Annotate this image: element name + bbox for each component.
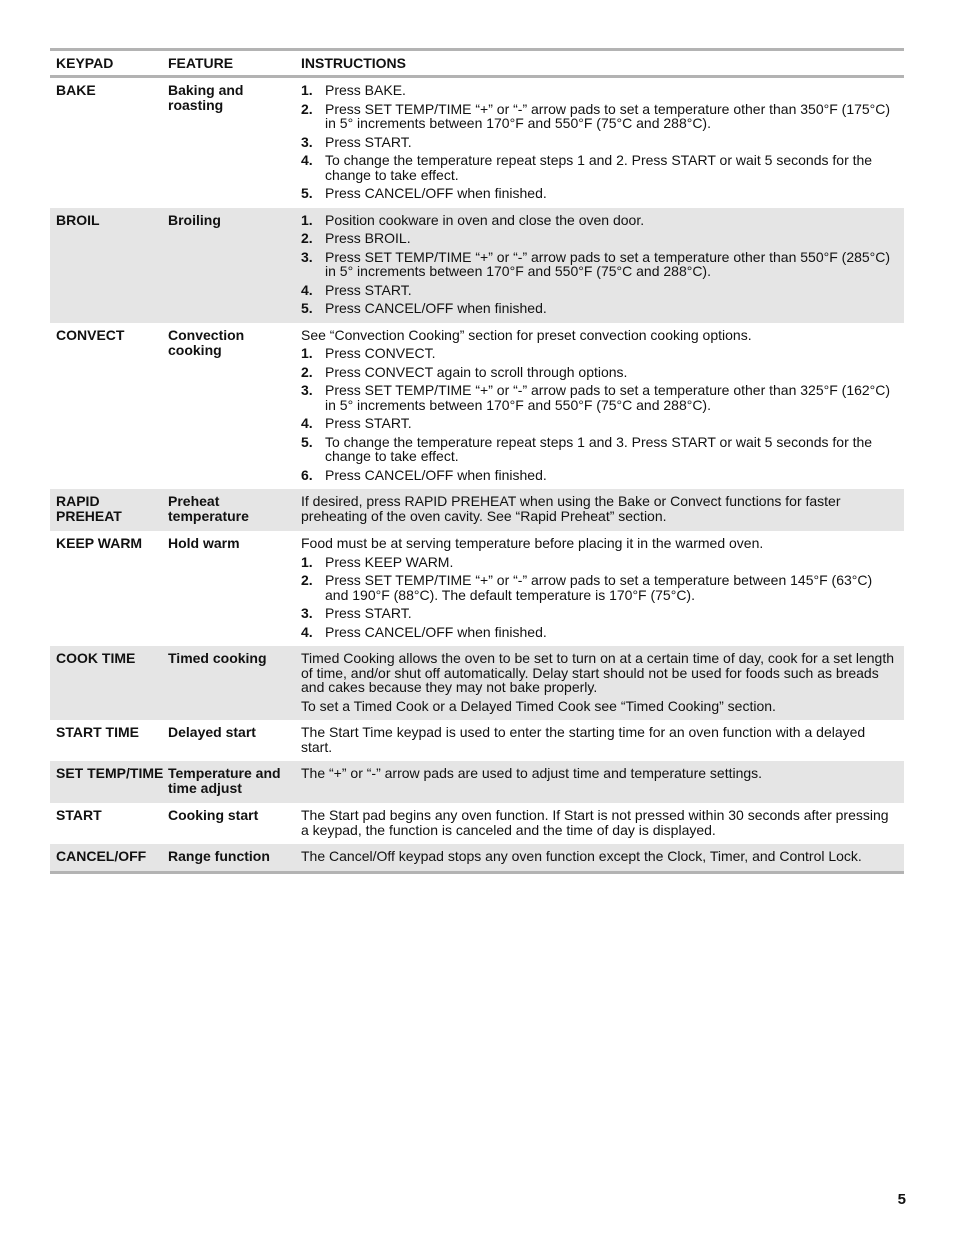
header-keypad: KEYPAD (56, 55, 114, 71)
steps-list (301, 83, 896, 201)
instructions-cell (301, 651, 904, 713)
step-number: 5. (301, 185, 313, 201)
step-text: Press SET TEMP/TIME “+” or “-” arrow pads to set a temperature other than 550°F (285°C) in 5° increments between 170°F and 550°F (75°C and 288°C). (325, 248, 891, 279)
step-text: Press BAKE. (325, 82, 406, 98)
step-text: Press START. (325, 605, 412, 621)
feature-name: Convection cooking (168, 326, 245, 358)
step-number: 4. (301, 281, 313, 298)
step-number: 2. (301, 100, 313, 117)
keypad-name: CONVECT (56, 326, 125, 343)
instructions-paragraph: The “+” or “-” arrow pads are used to adjust time and temperature settings. (301, 765, 763, 781)
step-number: 4. (301, 415, 313, 431)
step-item (301, 555, 896, 570)
step-item (301, 435, 896, 464)
keypad-name: CANCEL/OFF (56, 848, 147, 864)
step-number: 2. (301, 572, 313, 588)
step-item (301, 83, 896, 98)
keypad-name: SET TEMP/TIME (56, 765, 164, 781)
step-item (301, 573, 896, 602)
table-row (50, 803, 904, 844)
step-number: 3. (301, 605, 313, 621)
feature-name: Range function (168, 848, 270, 864)
step-number: 5. (301, 300, 313, 316)
step-text: Press CANCEL/OFF when finished. (325, 300, 547, 316)
step-number: 4. (301, 152, 313, 168)
table-header (50, 51, 904, 78)
step-item (301, 346, 896, 361)
step-item (301, 625, 896, 640)
keypad-name: COOK TIME (56, 650, 136, 666)
step-item (301, 135, 896, 150)
feature-name: Delayed start (168, 724, 256, 740)
step-text: Press SET TEMP/TIME “+” or “-” arrow pads to set a temperature other than 350°F (175°C) in 5° increments between 170°F and 550°F (75°C and 288°C). (325, 100, 891, 131)
step-item (301, 606, 896, 621)
feature-name: Cooking start (168, 807, 259, 823)
instructions-intro: Food must be at serving temperature before placing it in the warmed oven. (301, 535, 764, 551)
step-item (301, 416, 896, 431)
table-row (50, 646, 904, 720)
table-row (50, 531, 904, 646)
instructions-cell (301, 725, 904, 754)
feature-name: Timed cooking (168, 650, 267, 666)
steps-list (301, 213, 896, 316)
step-text: Press START. (325, 281, 412, 298)
header-feature: FEATURE (168, 55, 234, 71)
feature-name: Hold warm (168, 535, 240, 551)
step-item (301, 468, 896, 483)
header-instructions: INSTRUCTIONS (301, 54, 406, 71)
feature-name: Baking and roasting (168, 82, 244, 113)
feature-name: Temperature and time adjust (168, 765, 281, 796)
step-item (301, 250, 896, 279)
feature-name: Preheat temperature (168, 493, 249, 524)
step-number: 1. (301, 345, 313, 361)
step-text: Press CANCEL/OFF when finished. (325, 466, 547, 483)
step-number: 1. (301, 82, 313, 98)
step-text: Press CANCEL/OFF when finished. (325, 623, 547, 640)
keypad-feature-table (50, 48, 904, 874)
table-row (50, 761, 904, 803)
step-text: To change the temperature repeat steps 1 and 3. Press START or wait 5 seconds for the change to take effect. (325, 433, 873, 464)
step-number: 2. (301, 363, 313, 380)
table-row (50, 489, 904, 531)
instructions-paragraph: The Start Time keypad is used to enter the starting time for an oven function with a delayed start. (301, 724, 866, 755)
feature-name: Broiling (168, 211, 221, 228)
step-number: 3. (301, 382, 313, 398)
steps-list (301, 346, 896, 482)
instructions-paragraph: The Start pad begins any oven function. If Start is not pressed within 30 seconds after pressing a keypad, the function is canceled and the time of day is displayed. (301, 807, 889, 838)
instructions-paragraph: The Cancel/Off keypad stops any oven function except the Clock, Timer, and Control Lock. (301, 848, 862, 864)
table-body (50, 78, 904, 871)
instructions-paragraph: If desired, press RAPID PREHEAT when using the Bake or Convect functions for faster preheating of the oven cavity. See “Rapid Preheat” section. (301, 493, 841, 524)
table-row (50, 720, 904, 761)
step-item (301, 153, 896, 182)
instructions-intro: See “Convection Cooking” section for preset convection cooking options. (301, 326, 752, 343)
instructions-cell (301, 849, 904, 864)
step-number: 4. (301, 623, 313, 640)
step-item (301, 383, 896, 412)
step-text: Press CONVECT. (325, 345, 436, 361)
instructions-paragraph: Timed Cooking allows the oven to be set to turn on at a certain time of day, cook for a set length of time, and/or shut off automatically. Delay start should not be used for foods such as breads and cakes because they may not bake properly. (301, 650, 894, 695)
table-row (50, 208, 904, 323)
step-text: Press KEEP WARM. (325, 553, 454, 570)
keypad-name: BROIL (56, 211, 100, 228)
step-text: To change the temperature repeat steps 1 and 2. Press START or wait 5 seconds for the change to take effect. (325, 152, 873, 183)
step-item (301, 231, 896, 246)
step-text: Position cookware in oven and close the oven door. (325, 211, 645, 228)
instructions-cell (301, 808, 904, 837)
step-text: Press BROIL. (325, 230, 411, 246)
step-item (301, 283, 896, 298)
table-row (50, 844, 904, 871)
instructions-cell (301, 213, 904, 316)
step-item (301, 301, 896, 316)
keypad-name: START TIME (56, 724, 139, 740)
keypad-name: RAPID PREHEAT (56, 493, 122, 524)
step-number: 3. (301, 133, 313, 150)
page-number: 5 (897, 1191, 906, 1208)
keypad-name: BAKE (56, 82, 96, 98)
step-number: 2. (301, 230, 313, 246)
instructions-cell (301, 494, 904, 524)
step-text: Press START. (325, 133, 412, 150)
instructions-paragraph: To set a Timed Cook or a Delayed Timed Cook see “Timed Cooking” section. (301, 697, 776, 714)
step-item (301, 213, 896, 228)
step-number: 1. (301, 553, 313, 570)
step-item (301, 102, 896, 131)
table-row (50, 78, 904, 208)
instructions-cell (301, 536, 904, 639)
instructions-cell (301, 328, 904, 483)
step-number: 3. (301, 248, 313, 265)
step-item (301, 365, 896, 380)
step-item (301, 186, 896, 201)
step-text: Press SET TEMP/TIME “+” or “-” arrow pads to set a temperature other than 325°F (162°C) in 5° increments between 170°F and 550°F (75°C and 288°C). (325, 382, 891, 413)
table-row (50, 323, 904, 490)
instructions-cell (301, 83, 904, 201)
step-text: Press CANCEL/OFF when finished. (325, 185, 547, 201)
keypad-name: KEEP WARM (56, 535, 143, 551)
steps-list (301, 555, 896, 640)
step-number: 6. (301, 466, 313, 483)
step-number: 1. (301, 211, 313, 228)
step-text: Press CONVECT again to scroll through options. (325, 363, 628, 380)
step-text: Press START. (325, 415, 412, 431)
step-number: 5. (301, 433, 313, 450)
step-text: Press SET TEMP/TIME “+” or “-” arrow pads to set a temperature between 145°F (63°C) and 190°F (88°C). The default temperature is 170°F (75°C). (325, 572, 873, 603)
keypad-name: START (56, 807, 102, 823)
instructions-cell (301, 766, 904, 796)
